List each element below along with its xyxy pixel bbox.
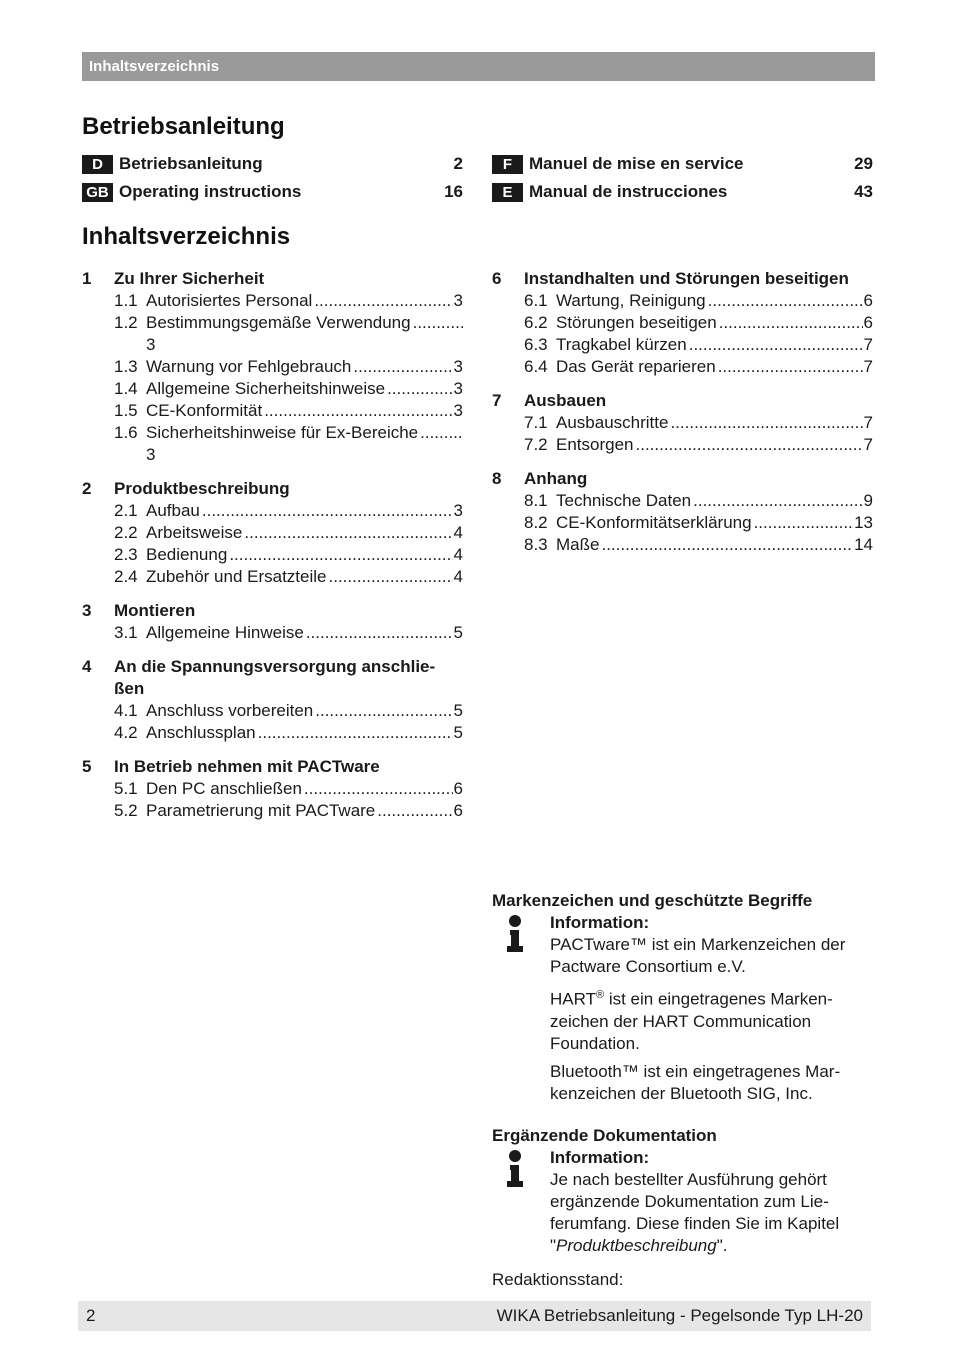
toc-section-title: Montieren bbox=[114, 601, 196, 620]
toc-entry-page: 6 bbox=[863, 291, 873, 310]
toc-entry-leader bbox=[314, 290, 452, 312]
trademarks-text-pactware: PACTware™ ist ein Markenzeichen der Pactware Consortium e.V. bbox=[550, 935, 846, 976]
toc-entry-leader bbox=[420, 422, 463, 444]
notes-column bbox=[492, 890, 872, 1291]
language-link-d[interactable] bbox=[82, 153, 463, 175]
toc-section-heading[interactable] bbox=[82, 478, 463, 500]
toc-entry-leader bbox=[264, 400, 452, 422]
toc-column-left bbox=[82, 268, 463, 834]
toc-entry-leader bbox=[636, 434, 863, 456]
language-page: 2 bbox=[453, 154, 463, 173]
toc-section bbox=[492, 390, 873, 456]
toc-section-number: 3 bbox=[82, 601, 92, 620]
toc-entry-leader bbox=[353, 356, 452, 378]
toc-entry-leader bbox=[304, 778, 453, 800]
toc-section-heading[interactable] bbox=[82, 656, 463, 700]
toc-entry-text: Allgemeine Hinweise bbox=[146, 623, 304, 642]
toc-entry-page: 9 bbox=[863, 491, 873, 510]
toc-section-number: 8 bbox=[492, 469, 502, 488]
language-title: Manual de instrucciones bbox=[529, 182, 728, 201]
toc-entry[interactable] bbox=[82, 544, 463, 566]
toc-entry[interactable] bbox=[82, 378, 463, 400]
toc-entry[interactable] bbox=[82, 700, 463, 722]
toc-entry[interactable] bbox=[82, 422, 463, 466]
toc-entry-leader bbox=[754, 512, 854, 534]
toc-entry-leader bbox=[306, 622, 453, 644]
toc-entry[interactable] bbox=[82, 312, 463, 356]
toc-entry-page: 5 bbox=[453, 723, 463, 742]
language-title: Manuel de mise en service bbox=[529, 154, 744, 173]
language-code-badge: D bbox=[82, 155, 113, 174]
toc-entry[interactable] bbox=[82, 566, 463, 588]
toc-entry[interactable] bbox=[82, 290, 463, 312]
toc-entry[interactable] bbox=[82, 400, 463, 422]
toc-entry-page: 6 bbox=[453, 779, 463, 798]
trademarks-text-bluetooth: Bluetooth™ ist ein eingetragenes Mar-kenzeichen der Bluetooth SIG, Inc. bbox=[550, 1061, 841, 1103]
header-title: Inhaltsverzeichnis bbox=[89, 58, 220, 75]
toc-entry-text: Warnung vor Fehlgebrauch bbox=[146, 357, 352, 376]
header-bar bbox=[82, 52, 875, 81]
toc-entry-page: 6 bbox=[863, 313, 873, 332]
trademarks-info-label: Information: bbox=[550, 913, 650, 932]
toc-entry-page: 7 bbox=[863, 357, 873, 376]
toc-entry-number: 6.4 bbox=[524, 357, 548, 376]
toc-entry-text: Maße bbox=[556, 535, 600, 554]
toc-entry-number: 1.2 bbox=[114, 313, 138, 332]
toc-entry-leader bbox=[229, 544, 452, 566]
toc-entry-text: Entsorgen bbox=[556, 435, 634, 454]
supplementary-info-box bbox=[492, 1147, 872, 1263]
toc-entry-number: 1.6 bbox=[114, 423, 138, 442]
toc-entry-leader bbox=[670, 412, 862, 434]
toc-section bbox=[82, 756, 463, 822]
editorial-status: Redaktionsstand: bbox=[492, 1269, 624, 1289]
toc-entry-page: 3 bbox=[453, 501, 463, 520]
toc-entry-text: Arbeitsweise bbox=[146, 523, 243, 542]
manual-heading: Betriebsanleitung bbox=[82, 113, 285, 140]
toc-section-title: Instandhalten und Störungen beseitigen bbox=[524, 269, 849, 288]
toc-entry-leader bbox=[315, 700, 452, 722]
toc-entry-text: Tragkabel kürzen bbox=[556, 335, 687, 354]
toc-section-heading[interactable] bbox=[492, 468, 873, 490]
toc-entry-text: CE-Konformität bbox=[146, 401, 263, 420]
toc-entry-text: Störungen beseitigen bbox=[556, 313, 717, 332]
toc-entry-number: 8.1 bbox=[524, 491, 548, 510]
toc-entry-page: 7 bbox=[863, 435, 873, 454]
toc-entry-leader bbox=[708, 290, 863, 312]
trademarks-heading: Markenzeichen und geschützte Begriffe bbox=[492, 891, 813, 910]
toc-entry-number: 2.1 bbox=[114, 501, 138, 520]
toc-entry[interactable] bbox=[492, 412, 873, 434]
supplementary-info-label: Information: bbox=[550, 1147, 650, 1167]
toc-entry-text: Aufbau bbox=[146, 501, 200, 520]
toc-section bbox=[492, 468, 873, 556]
toc-entry-number: 1.1 bbox=[114, 291, 138, 310]
toc-entry-leader bbox=[719, 312, 863, 334]
toc-entry-number: 4.2 bbox=[114, 723, 138, 742]
toc-entry-page: 5 bbox=[453, 701, 463, 720]
toc-section-number: 7 bbox=[492, 391, 502, 410]
toc-entry[interactable] bbox=[82, 500, 463, 522]
toc-section bbox=[82, 656, 463, 744]
toc-entry[interactable] bbox=[492, 512, 873, 534]
footer-title: WIKA Betriebsanleitung - Pegelsonde Typ LH-20 bbox=[496, 1306, 863, 1325]
toc-section-number: 1 bbox=[82, 269, 92, 288]
toc-section-number: 6 bbox=[492, 269, 502, 288]
toc-section-title: In Betrieb nehmen mit PACTware bbox=[114, 757, 380, 776]
toc-entry-page: 4 bbox=[453, 545, 463, 564]
toc-entry[interactable] bbox=[82, 356, 463, 378]
toc-entry-text: Zubehör und Ersatzteile bbox=[146, 567, 327, 586]
toc-entry-leader bbox=[689, 334, 863, 356]
toc-entry-number: 2.3 bbox=[114, 545, 138, 564]
toc-entry-text: Technische Daten bbox=[556, 491, 692, 510]
toc-entry[interactable] bbox=[492, 490, 873, 512]
toc-entry-leader bbox=[329, 566, 453, 588]
toc-section-title: Zu Ihrer Sicherheit bbox=[114, 269, 265, 288]
language-link-gb[interactable] bbox=[82, 181, 463, 203]
language-page: 43 bbox=[854, 182, 873, 201]
toc-entry[interactable] bbox=[492, 534, 873, 556]
toc-section-number: 4 bbox=[82, 657, 92, 676]
toc-entry-page: 14 bbox=[854, 535, 873, 554]
toc-entry-leader bbox=[718, 356, 863, 378]
toc-entry-page: 3 bbox=[114, 444, 463, 466]
toc-section-heading[interactable] bbox=[82, 268, 463, 290]
toc-entry-page: 3 bbox=[453, 379, 463, 398]
toc-heading: Inhaltsverzeichnis bbox=[82, 223, 291, 250]
toc-entry-number: 1.3 bbox=[114, 357, 138, 376]
supplementary-text: Je nach bestellter Ausführung gehört ergänzende Dokumentation zum Lie-ferumfang. Diese finden Sie im Kapitel "Produktbeschreibung". bbox=[550, 1169, 840, 1255]
language-link-e[interactable] bbox=[492, 181, 873, 203]
toc-entry-text: Anschluss vorbereiten bbox=[146, 701, 314, 720]
toc-entry-page: 3 bbox=[453, 291, 463, 310]
toc-entry-text: Ausbauschritte bbox=[556, 413, 669, 432]
language-code-badge: F bbox=[492, 155, 523, 174]
toc-entry-page: 3 bbox=[114, 334, 463, 356]
language-code-badge: E bbox=[492, 183, 523, 202]
toc-entry-page: 4 bbox=[453, 567, 463, 586]
toc-entry-text: Den PC anschließen bbox=[146, 779, 302, 798]
toc-entry[interactable] bbox=[82, 522, 463, 544]
toc-entry-number: 6.1 bbox=[524, 291, 548, 310]
toc-entry-number: 5.2 bbox=[114, 801, 138, 820]
toc-entry[interactable] bbox=[492, 290, 873, 312]
toc-section-number: 5 bbox=[82, 757, 92, 776]
toc-section bbox=[82, 478, 463, 588]
toc-section bbox=[82, 268, 463, 466]
toc-entry-text: Wartung, Reinigung bbox=[556, 291, 706, 310]
toc-entry-leader bbox=[413, 312, 463, 334]
toc-entry-page: 6 bbox=[453, 801, 463, 820]
toc-entry[interactable] bbox=[82, 722, 463, 744]
toc-entry[interactable] bbox=[492, 356, 873, 378]
toc-entry-leader bbox=[202, 500, 453, 522]
toc-entry-leader bbox=[244, 522, 452, 544]
toc-section-heading[interactable] bbox=[82, 756, 463, 778]
toc-entry-number: 7.2 bbox=[524, 435, 548, 454]
toc-section-title: Produktbeschreibung bbox=[114, 479, 290, 498]
toc-entry-number: 5.1 bbox=[114, 779, 138, 798]
info-icon bbox=[492, 912, 550, 956]
toc-section-number: 2 bbox=[82, 479, 92, 498]
language-page: 16 bbox=[444, 182, 463, 201]
toc-section bbox=[492, 268, 873, 378]
toc-entry-text: Bestimmungsgemäße Verwendung bbox=[146, 313, 411, 332]
toc-section-title: An die Spannungsversorgung anschlie-ßen bbox=[114, 657, 436, 698]
toc-entry-number: 8.3 bbox=[524, 535, 548, 554]
toc-section-heading[interactable] bbox=[82, 600, 463, 622]
trademarks-info-box bbox=[492, 912, 872, 1111]
toc-entry[interactable] bbox=[82, 800, 463, 822]
toc-entry-leader bbox=[377, 800, 452, 822]
language-title: Operating instructions bbox=[119, 182, 302, 201]
toc-section-title: Anhang bbox=[524, 469, 588, 488]
toc-section-heading[interactable] bbox=[492, 390, 873, 412]
toc-entry-page: 7 bbox=[863, 335, 873, 354]
toc-entry-number: 6.2 bbox=[524, 313, 548, 332]
toc-entry-leader bbox=[258, 722, 453, 744]
page-footer bbox=[78, 1301, 871, 1331]
toc-entry-page: 5 bbox=[453, 623, 463, 642]
toc-entry-number: 4.1 bbox=[114, 701, 138, 720]
toc-entry[interactable] bbox=[492, 434, 873, 456]
toc-entry-leader bbox=[601, 534, 853, 556]
toc-section-title: Ausbauen bbox=[524, 391, 607, 410]
language-title: Betriebsanleitung bbox=[119, 154, 263, 173]
toc-entry-leader bbox=[693, 490, 862, 512]
toc-entry-text: Bedienung bbox=[146, 545, 228, 564]
toc-entry-page: 4 bbox=[453, 523, 463, 542]
toc-entry-number: 8.2 bbox=[524, 513, 548, 532]
toc-entry-text: Parametrierung mit PACTware bbox=[146, 801, 376, 820]
toc-entry-text: Allgemeine Sicherheitshinweise bbox=[146, 379, 386, 398]
toc-section bbox=[82, 600, 463, 644]
toc-section-heading[interactable] bbox=[492, 268, 873, 290]
toc-entry[interactable] bbox=[82, 622, 463, 644]
toc-entry-page: 7 bbox=[863, 413, 873, 432]
toc-entry-number: 7.1 bbox=[524, 413, 548, 432]
toc-entry-leader bbox=[387, 378, 452, 400]
toc-column-right bbox=[492, 268, 873, 568]
toc-entry[interactable] bbox=[492, 334, 873, 356]
language-code-badge: GB bbox=[82, 183, 113, 202]
language-page: 29 bbox=[854, 154, 873, 173]
supplementary-heading: Ergänzende Dokumentation bbox=[492, 1125, 717, 1145]
toc-entry-number: 2.2 bbox=[114, 523, 138, 542]
toc-entry-text: Sicherheitshinweise für Ex-Bereiche bbox=[146, 423, 419, 442]
toc-entry-text: Autorisiertes Personal bbox=[146, 291, 313, 310]
toc-entry-number: 6.3 bbox=[524, 335, 548, 354]
toc-entry-number: 2.4 bbox=[114, 567, 138, 586]
toc-entry-number: 1.5 bbox=[114, 401, 138, 420]
toc-entry-text: Anschlussplan bbox=[146, 723, 256, 742]
toc-entry-number: 1.4 bbox=[114, 379, 138, 398]
trademarks-text-hart: HART® ist ein eingetragenes Marken-zeichen der HART Communication Foundation. bbox=[550, 989, 833, 1053]
language-link-f[interactable] bbox=[492, 153, 873, 175]
info-icon bbox=[492, 1147, 550, 1191]
toc-entry[interactable] bbox=[82, 778, 463, 800]
toc-entry-text: CE-Konformitätserklärung bbox=[556, 513, 752, 532]
toc-entry-page: 13 bbox=[854, 513, 873, 532]
footer-page-number: 2 bbox=[86, 1306, 96, 1325]
toc-entry-page: 3 bbox=[453, 357, 463, 376]
toc-entry-page: 3 bbox=[453, 401, 463, 420]
toc-entry-text: Das Gerät reparieren bbox=[556, 357, 716, 376]
toc-entry-number: 3.1 bbox=[114, 623, 138, 642]
toc-entry[interactable] bbox=[492, 312, 873, 334]
